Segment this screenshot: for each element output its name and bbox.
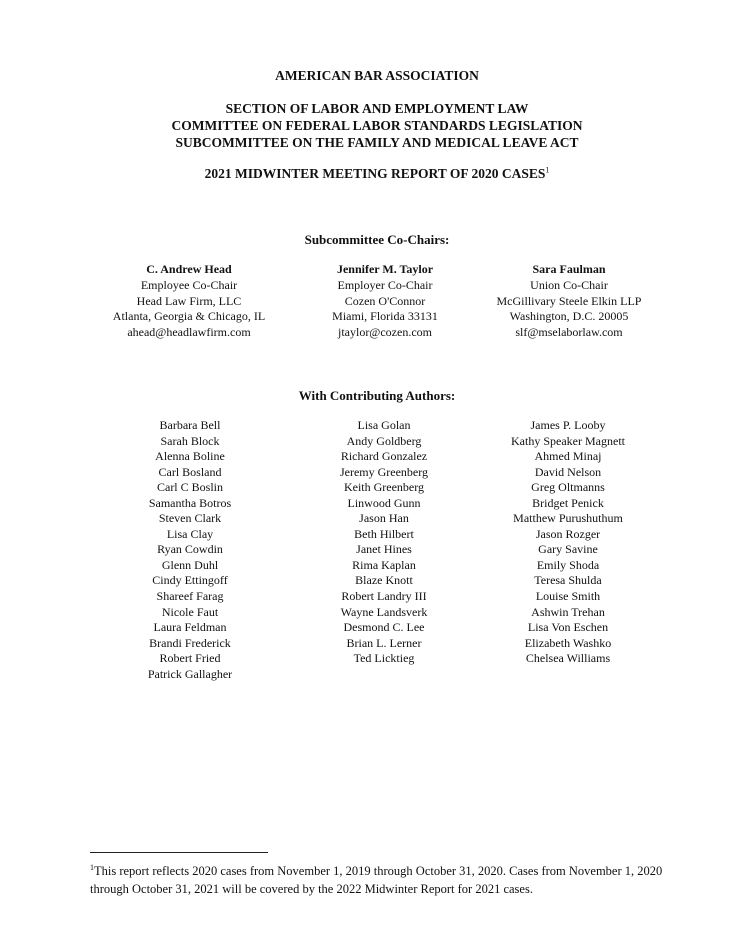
author-name: Beth Hilbert xyxy=(354,526,414,541)
committee-heading: COMMITTEE ON FEDERAL LABOR STANDARDS LEGISLATION xyxy=(171,118,583,133)
author-name: Brandi Frederick xyxy=(149,635,231,650)
author-name: Jason Han xyxy=(359,511,409,526)
co-chair-union xyxy=(454,262,684,341)
author-name: Robert Landry III xyxy=(341,589,427,604)
co-chair-role: Employee Co-Chair xyxy=(140,277,238,292)
author-name: Emily Shoda xyxy=(536,557,600,572)
author-name: Louise Smith xyxy=(535,589,601,604)
co-chair-email[interactable]: slf@mselaborlaw.com xyxy=(515,325,623,340)
author-name: Chelsea Williams xyxy=(525,651,611,666)
author-name: Lisa Von Eschen xyxy=(527,620,609,635)
author-name: Elizabeth Washko xyxy=(524,635,612,650)
author-name: Ryan Cowdin xyxy=(157,542,223,557)
author-name: Sarah Block xyxy=(160,433,220,448)
author-name: Ashwin Trehan xyxy=(531,604,605,619)
author-name: Glenn Duhl xyxy=(161,557,219,572)
author-name: Richard Gonzalez xyxy=(340,449,428,464)
author-name: James P. Looby xyxy=(530,418,606,432)
co-chair-location: Miami, Florida 33131 xyxy=(332,309,438,324)
author-name: Andy Goldberg xyxy=(346,433,422,448)
author-name: Lisa Clay xyxy=(166,526,214,541)
author-name: Brian L. Lerner xyxy=(346,635,422,650)
author-name: Blaze Knott xyxy=(355,573,413,588)
author-name: Kathy Speaker Magnett xyxy=(511,433,625,448)
author-name: Barbara Bell xyxy=(159,418,221,432)
authors-column-2 xyxy=(284,418,484,667)
authors-column-1 xyxy=(90,418,290,682)
author-name: Desmond C. Lee xyxy=(343,620,425,635)
author-name: Bridget Penick xyxy=(532,495,604,510)
author-name: Wayne Landsverk xyxy=(340,604,428,619)
footnote-text: This report reflects 2020 cases from November 1, 2019 through October 31, 2020. Cases from November 1, 2020 through October 31, 2021 will be covered by the 2022 Midwinter Report for 2021 cases. xyxy=(90,864,663,896)
author-name: Laura Feldman xyxy=(153,620,227,635)
co-chair-firm: Cozen O'Connor xyxy=(344,293,426,308)
author-name: Lisa Golan xyxy=(357,418,411,432)
subcommittee-heading: SUBCOMMITTEE ON THE FAMILY AND MEDICAL LEAVE ACT xyxy=(175,135,579,150)
co-chairs-title: Subcommittee Co-Chairs: xyxy=(304,232,450,247)
author-name: Matthew Purushuthum xyxy=(513,511,623,526)
section-heading: SECTION OF LABOR AND EMPLOYMENT LAW xyxy=(225,101,529,116)
co-chair-location: Atlanta, Georgia & Chicago, IL xyxy=(112,309,266,324)
author-name: Rima Kaplan xyxy=(352,557,416,572)
author-name: Patrick Gallagher xyxy=(147,666,233,681)
author-name: Janet Hines xyxy=(356,542,412,557)
author-name: Alenna Boline xyxy=(155,449,225,464)
author-name: Greg Oltmanns xyxy=(531,480,605,495)
author-name: Keith Greenberg xyxy=(343,480,425,495)
co-chair-location: Washington, D.C. 20005 xyxy=(509,309,629,324)
footnote-divider xyxy=(90,852,268,853)
author-name: Jeremy Greenberg xyxy=(339,464,429,479)
footnote-marker: 1 xyxy=(90,862,94,872)
author-name: Samantha Botros xyxy=(148,495,232,510)
co-chair-firm: McGillivary Steele Elkin LLP xyxy=(496,293,642,308)
report-title-text: 2021 MIDWINTER MEETING REPORT OF 2020 CASES xyxy=(204,166,546,181)
co-chair-role: Union Co-Chair xyxy=(530,277,608,292)
co-chair-name: C. Andrew Head xyxy=(146,262,232,276)
author-name: Robert Fried xyxy=(159,651,221,666)
footnote xyxy=(90,862,690,898)
author-name: Carl Bosland xyxy=(158,464,222,479)
author-name: Ted Licktieg xyxy=(353,651,415,666)
report-title-footnote-ref[interactable]: 1 xyxy=(545,165,550,175)
section-heading-block xyxy=(0,100,754,151)
author-name: Carl C Boslin xyxy=(156,480,223,495)
co-chair-firm: Head Law Firm, LLC xyxy=(136,293,242,308)
author-name: Steven Clark xyxy=(158,511,222,526)
authors-column-3 xyxy=(468,418,668,667)
author-name: Teresa Shulda xyxy=(534,573,602,588)
authors-title: With Contributing Authors: xyxy=(298,388,456,403)
author-name: Cindy Ettingoff xyxy=(152,573,228,588)
organization-heading: AMERICAN BAR ASSOCIATION xyxy=(275,68,479,83)
co-chair-name: Sara Faulman xyxy=(532,262,606,276)
author-name: Gary Savine xyxy=(538,542,598,557)
report-title xyxy=(0,166,754,182)
author-name: Linwood Gunn xyxy=(347,495,421,510)
co-chair-email[interactable]: jtaylor@cozen.com xyxy=(337,325,432,340)
author-name: Nicole Faut xyxy=(161,604,219,619)
co-chair-name: Jennifer M. Taylor xyxy=(336,262,434,276)
author-name: Shareef Farag xyxy=(156,589,224,604)
author-name: David Nelson xyxy=(534,464,602,479)
co-chair-email[interactable]: ahead@headlawfirm.com xyxy=(127,325,251,340)
author-name: Jason Rozger xyxy=(535,526,601,541)
author-name: Ahmed Minaj xyxy=(534,449,602,464)
co-chair-role: Employer Co-Chair xyxy=(337,277,433,292)
